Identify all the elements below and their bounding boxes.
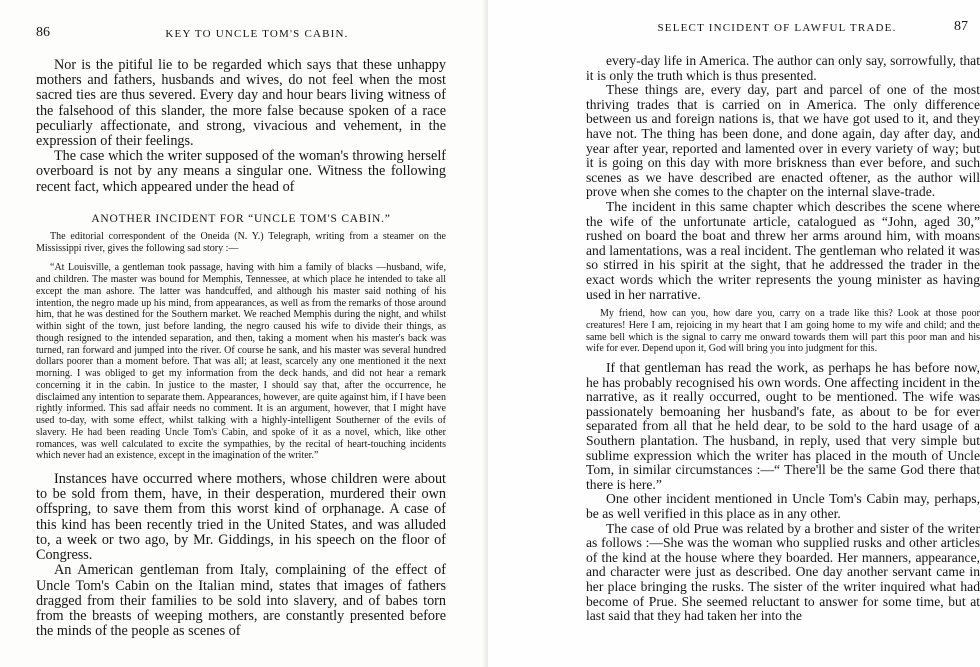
- right-opening-paragraph-1: every-day life in America. The author can only say, sorrowfully, that it is only the truth which is thus presented.: [586, 53, 980, 83]
- left-running-head: KEY TO UNCLE TOM'S CABIN.: [165, 28, 349, 40]
- left-subhead: ANOTHER INCIDENT FOR “UNCLE TOM'S CABIN.”: [91, 212, 391, 225]
- right-running-header: [586, 19, 968, 34]
- left-intro-paragraph-2: The case which the writer supposed of the woman's throwing herself overboard is not by any means a singular one. Witness the following recent fact, which appeared under the head of: [36, 148, 446, 195]
- left-page-number: 86: [36, 25, 50, 40]
- left-intro-paragraph-1: Nor is the pitiful lie to be regarded which says that these unhappy mothers and fathers, husbands and wives, do not feel when the most sacred ties are thus severed. Every day and hour bears living witness of the falsehood of this slander, the more false because spoken of a race peculiarly affectionate, and strong, vivacious and vehement, in the expression of their feelings.: [36, 57, 446, 150]
- left-quoted-intro: The editorial correspondent of the Oneida (N. Y.) Telegraph, writing from a steamer on the Mississippi river, gives the following sad story :—: [36, 230, 446, 254]
- right-opening-paragraph-2: These things are, every day, part and parcel of one of the most thriving trades that is carried on in America. The only difference between us and foreign nations is, that we have got used to it, and they have not. The thing has been done, and done again, day after day, and year after year, reported and lamented over in every variety of way; but it is going on this day with more briskness than ever before, and such scenes as we have described are enacted oftener, as the author will prove when she comes to the chapter on the internal slave-trade.: [586, 82, 980, 200]
- left-page: [0, 0, 488, 667]
- right-closing-paragraph-2: One other incident mentioned in Uncle Tom's Cabin may, perhaps, be as well verified in this place as in any other.: [586, 491, 980, 522]
- right-page-number: 87: [954, 19, 968, 34]
- right-closing-paragraph-3: The case of old Prue was related by a brother and sister of the writer as follows :—She was the woman who supplied rusks and other articles of the kind at the house where they boarded. Her manners, appearance, and character were just as described. One day another servant came in her place bringing the rusks. The sister of the writer inquired what had become of Prue. She seemed reluctant to answer for some time, but at last said that they had taken her into the: [586, 520, 980, 624]
- left-running-header: [36, 25, 448, 40]
- left-closing-paragraph-2: An American gentleman from Italy, complaining of the effect of Uncle Tom's Cabin on the Italian mind, states that images of fathers dragged from their families to be sold into slavery, and of babes torn from the breasts of weeping mothers, are constantly presented before the minds of the people as scenes of: [36, 562, 446, 640]
- right-closing-paragraph-1: If that gentleman has read the work, as perhaps he has before now, he has probably recognised his own words. One affecting incident in the narrative, as it really occurred, ought to be mentioned. The wife was passionately bemoaning her husband's fate, as about to be for ever separated from all that he held dear, to be sold to the hard usage of a Southern plantation. The husband, in reply, used that very simple but sublime expression which the writer has placed in the mouth of Uncle Tom, in similar circumstances :—“ There'll be the same God there that there is here.”: [586, 360, 980, 492]
- right-body: [586, 54, 980, 624]
- left-closing-paragraph-1: Instances have occurred where mothers, whose children were about to be sold from them, have, in their desperation, murdered their own offspring, to save them from this worst kind of orphanage. A case of this kind has been recently tried in the United States, and was alluded to, a week or two ago, by Mr. Giddings, in his speech on the floor of Congress.: [36, 471, 446, 564]
- right-running-head: SELECT INCIDENT OF LAWFUL TRADE.: [657, 22, 897, 34]
- left-body: [36, 58, 446, 639]
- right-opening-paragraph-3: The incident in this same chapter which describes the scene where the wife of the unfortunate article, catalogued as “John, aged 30,” rushed on board the boat and threw her arms around him, with moans and lamentations, was a real incident. The gentleman who related it was so stirred in his spirit at the sight, that he addressed the trader in the exact words which the writer represents the young minister as having used in her narrative.: [586, 198, 980, 302]
- right-page: [488, 0, 980, 667]
- right-quoted-words: My friend, how can you, how dare you, carry on a trade like this? Look at those poor creatures! Here I am, rejoicing in my heart that I am going home to my wife and child; and the same bell which is the signal to carry me onward towards them will part this poor man and his wife for ever. Depend upon it, God will bring you into judgment for this.: [586, 308, 980, 355]
- left-quoted-body: “At Louisville, a gentleman took passage, having with him a family of blacks —husband, wife, and children. The master was bound for Memphis, Tennessee, at which place he intended to take all except the man ashore. The latter was handcuffed, and although his master said nothing of his intention, the negro made up his mind, from appearances, as well as from the remarks of those around him, that he was destined for the Southern market. We reached Memphis during the night, and whilst within sight of the town, just before landing, the negro caused his wife to divide their things, as though resigned to the intended separation, and then, taking a moment when his master's back was turned, ran forward and jumped into the river. Of course he sank, and his master was several hundred dollars poorer than a moment before. That was all; at least, scarcely any one mentioned it the next morning. I was obliged to get my information from the deck hands, and did not hear a remark concerning it in the cabin. In justice to the master, I should say that, after the occurrence, he disclaimed any intention to separate them. Appearances, however, are quite against him, if I have been rightly informed. This sad affair needs no comment. It is an argument, however, that I might have used to-day, with some effect, whilst talking with a highly-intelligent Southerner of the evils of slavery. He had been reading Uncle Tom's Cabin, and spoke of it as a novel, which, like other romances, was well calculated to excite the sympathies, by the recital of heart-touching incidents which never had an existence, except in the imagination of the writer.”: [36, 262, 446, 462]
